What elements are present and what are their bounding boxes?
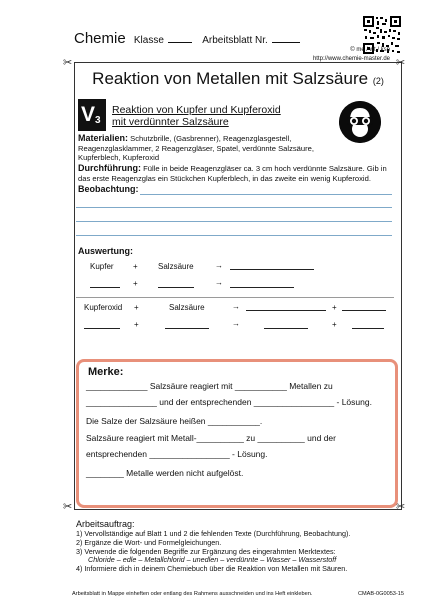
plus-sign: + [133, 279, 138, 288]
experiment-badge-letter: V [81, 103, 96, 126]
sheet-number-label: Arbeitsblatt Nr. [202, 35, 268, 46]
scissors-icon: ✂ [63, 501, 73, 513]
reaction-arrow: → [232, 319, 240, 328]
plus-sign: + [134, 320, 139, 329]
formula-blank[interactable] [84, 328, 120, 329]
materials-text: Schutzbrille, (Gasbrenner), Reagenzglasgestell, Reagenzglasklammer, 2 Reagenzgläser, Spatel, verdünnte Salzsäure, Kupferblech, Kupferoxid [78, 134, 314, 163]
merke-line[interactable]: ________ Metalle werden nicht aufgelöst. [86, 468, 244, 478]
formula-blank[interactable] [352, 328, 384, 329]
equation-reactant: Kupferoxid [84, 303, 123, 312]
page-title-text: Reaktion von Metallen mit Salzsäure [92, 69, 369, 88]
experiment-badge-number: 3 [95, 115, 101, 126]
observation-line[interactable] [76, 207, 392, 208]
formula-blank[interactable] [230, 287, 294, 288]
safety-goggles-icon [339, 101, 381, 143]
evaluation-label: Auswertung: [78, 246, 133, 256]
procedure-text: Fülle in beide Reagenzgläser ca. 3 cm hoch verdünnte Salzsäure. Gib in das erste Reagenzglas ein Stückchen Kupferblech, in das zweite ein wenig Kupferoxid. [78, 164, 387, 183]
formula-blank[interactable] [264, 328, 308, 329]
reaction-arrow: → [232, 302, 240, 311]
page-part-label: (2) [372, 76, 384, 86]
class-blank[interactable] [168, 34, 192, 43]
merke-line[interactable]: _____________ Salzsäure reagiert mit ___________ Metallen zu [86, 381, 333, 391]
observation-label: Beobachtung: [78, 184, 139, 194]
task-item: 2) Ergänze die Wort- und Formelgleichungen. [76, 538, 222, 547]
merke-line[interactable]: entsprechenden _________________ - Lösung. [86, 449, 268, 459]
experiment-badge [78, 99, 106, 131]
task-terms: Chloride – edle – Metallchlorid – unedlen – verdünnte – Wasser – Wasserstoff [88, 555, 337, 564]
class-label: Klasse [133, 35, 164, 46]
scissors-icon: ✂ [63, 57, 73, 69]
divider [76, 297, 394, 298]
merke-title: Merke: [88, 366, 124, 378]
task-item: 3) Verwende die folgenden Begriffe zur Ergänzung des eingerahmten Merktextes: [76, 547, 336, 556]
scissors-icon: ✂ [396, 501, 406, 513]
procedure-label: Durchführung: [78, 163, 141, 173]
copyright-text: © me / wt / ksp [350, 47, 390, 53]
merke-line[interactable]: _______________ und der entsprechenden _________________ - Lösung. [86, 397, 372, 407]
equation-reactant: Salzsäure [158, 262, 194, 271]
formula-blank[interactable] [158, 287, 194, 288]
observation-line[interactable] [76, 235, 392, 236]
reaction-arrow: → [215, 278, 223, 287]
footer-note: Arbeitsblatt in Mappe einheften oder entlang des Rahmens ausschneiden und ins Heft einkleben. [72, 591, 313, 597]
reaction-arrow: → [215, 261, 223, 270]
worksheet-header [74, 30, 300, 47]
task-item: 1) Vervollständige auf Blatt 1 und 2 die fehlenden Texte (Durchführung, Beobachtung). [76, 529, 351, 538]
product-blank[interactable] [230, 269, 314, 270]
task-item: 4) Informiere dich in deinem Chemiebuch über die Reaktion von Metallen mit Säuren. [76, 564, 348, 573]
merke-line[interactable]: Die Salze der Salzsäure heißen ___________. [86, 416, 263, 426]
product-blank[interactable] [246, 310, 326, 311]
observation-line[interactable] [76, 221, 392, 222]
subject-label: Chemie [74, 30, 126, 47]
website-link[interactable]: http://www.chemie-master.de [312, 56, 390, 62]
plus-sign: + [332, 320, 337, 329]
experiment-title-line1: Reaktion von Kupfer und Kupferoxid [112, 104, 281, 116]
scissors-icon: ✂ [396, 57, 406, 69]
formula-blank[interactable] [90, 287, 120, 288]
observation-line[interactable] [140, 194, 392, 195]
plus-sign: + [133, 262, 138, 271]
plus-sign: + [134, 303, 139, 312]
plus-sign: + [332, 303, 337, 312]
equation-reactant: Salzsäure [169, 303, 205, 312]
experiment-title [112, 104, 292, 128]
page-title [78, 69, 398, 89]
product-blank[interactable] [342, 310, 386, 311]
materials-label: Materialien: [78, 133, 129, 143]
tasks-title: Arbeitsauftrag: [76, 519, 135, 529]
formula-blank[interactable] [165, 328, 209, 329]
procedure-block [78, 164, 398, 183]
footer [72, 591, 404, 597]
materials-block [78, 134, 340, 163]
merke-line[interactable]: Salzsäure reagiert mit Metall-__________ zu __________ und der [86, 433, 336, 443]
sheet-number-blank[interactable] [272, 34, 300, 43]
document-code: CMAB-0G0053-15 [357, 591, 404, 597]
experiment-title-line2: mit verdünnter Salzsäure [112, 116, 229, 128]
equation-reactant: Kupfer [90, 262, 114, 271]
